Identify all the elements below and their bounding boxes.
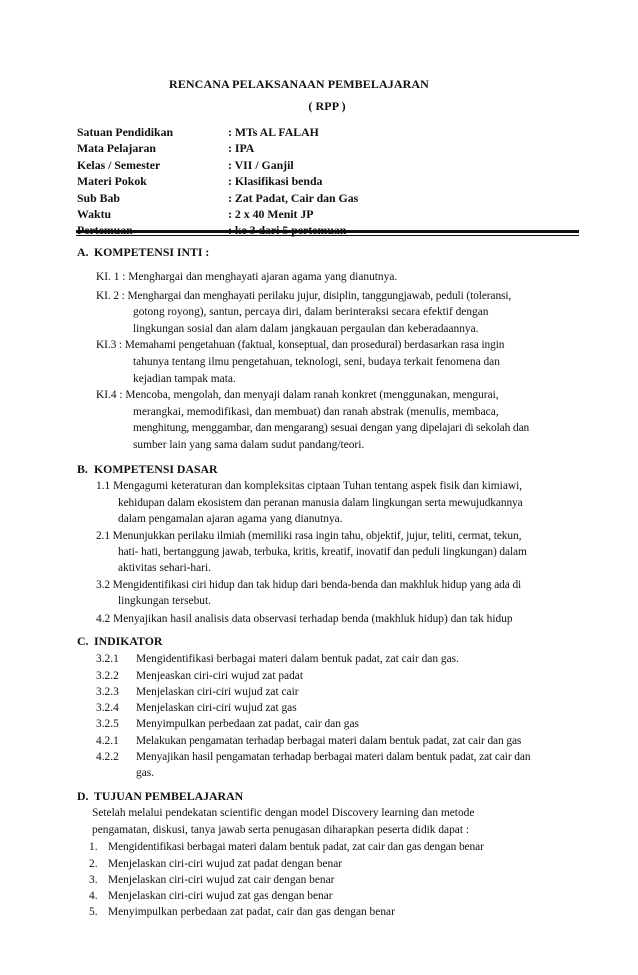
objective-number: 5.	[89, 906, 98, 918]
objective-number: 1.	[89, 841, 98, 853]
header-divider-thin	[76, 235, 579, 236]
ki-line: KI.3 : Memahami pengetahuan (faktual, konseptual, dan prosedural) berdasarkan rasa ingin	[96, 339, 505, 351]
section-heading-text: TUJUAN PEMBELAJARAN	[94, 789, 244, 803]
document-subtitle: ( RPP )	[308, 99, 346, 113]
objective-number: 4.	[89, 890, 98, 902]
kd-line: 1.1 Mengagumi keteraturan dan kompleksitas ciptaan Tuhan tentang aspek fisik dan kimiawi,	[96, 480, 523, 492]
section-heading-text: KOMPETENSI INTI :	[94, 245, 210, 259]
identity-label: Satuan Pendidikan	[77, 125, 174, 139]
indicator-number: 4.2.1	[96, 735, 119, 747]
objective-intro: Setelah melalui pendekatan scientific dengan model Discovery learning dan metode	[92, 807, 475, 819]
objective-text: Menyimpulkan perbedaan zat padat, cair dan gas dengan benar	[108, 906, 395, 918]
identity-value: : MTs AL FALAH	[228, 125, 319, 139]
section-letter: C.	[77, 634, 89, 648]
document-title: RENCANA PELAKSANAAN PEMBELAJARAN	[169, 77, 429, 91]
indicator-text: Menyimpulkan perbedaan zat padat, cair dan gas	[136, 718, 359, 730]
ki-line: tahunya tentang ilmu pengetahuan, teknologi, seni, budaya terkait fenomena dan	[133, 356, 500, 368]
objective-number: 3.	[89, 874, 98, 886]
identity-label: Kelas / Semester	[77, 157, 161, 172]
kd-line: hati- hati, bertanggung jawab, terbuka, kritis, kreatif, inovatif dan peduli lingkungan) dalam	[118, 546, 527, 558]
indicator-text: Menjelaskan ciri-ciri wujud zat gas	[136, 702, 297, 714]
indicator-text: Menjeaskan ciri-ciri wujud zat padat	[136, 670, 303, 682]
indicator-text: Melakukan pengamatan terhadap berbagai materi dalam bentuk padat, zat cair dan gas	[136, 735, 522, 747]
objective-number: 2.	[89, 858, 98, 870]
identity-label: Sub Bab	[77, 190, 120, 205]
indicator-number: 3.2.3	[96, 686, 119, 698]
identity-value: : Klasifikasi benda	[228, 174, 323, 189]
identity-row	[77, 206, 597, 222]
identity-value: : VII / Ganjil	[228, 157, 294, 172]
section-letter: A.	[77, 245, 89, 259]
ki-line: menghitung, menggambar, dan mengarang) sesuai dengan yang dipelajari di sekolah dan	[133, 422, 530, 434]
indicator-continuation: gas.	[136, 767, 155, 779]
ki-line: KI. 2 : Menghargai dan menghayati perilaku jujur, disiplin, tanggungjawab, peduli (toleransi,	[96, 290, 512, 302]
section-heading-text: INDIKATOR	[94, 634, 163, 648]
kd-line: aktivitas sehari-hari.	[118, 562, 211, 574]
kd-line: 2.1 Menunjukkan perilaku ilmiah (memiliki rasa ingin tahu, objektif, jujur, teliti, cermat, tekun,	[96, 530, 522, 542]
section-letter: B.	[77, 462, 88, 476]
identity-row	[77, 173, 597, 189]
ki-line: sumber lain yang sama dalam sudut pandang/teori.	[133, 439, 365, 451]
ki-line: merangkai, memodifikasi, dan membuat) dan ranah abstrak (menulis, membaca,	[133, 406, 499, 418]
identity-row	[77, 190, 597, 206]
identity-value: : IPA	[228, 141, 255, 156]
objective-text: Menjelaskan ciri-ciri wujud zat padat dengan benar	[108, 858, 343, 870]
header-divider-thick	[76, 230, 579, 233]
identity-value: : Zat Padat, Cair dan Gas	[228, 190, 359, 205]
indicator-number: 4.2.2	[96, 751, 119, 763]
ki-line: kejadian tampak mata.	[133, 373, 236, 385]
section-a-heading	[77, 245, 209, 260]
indicator-number: 3.2.1	[96, 653, 119, 665]
kd-line: 3.2 Mengidentifikasi ciri hidup dan tak hidup dari benda-benda dan makhluk hidup yang ada di	[96, 579, 522, 591]
section-b-heading	[77, 462, 218, 477]
ki-line: KI.4 : Mencoba, mengolah, dan menyaji dalam ranah konkret (menggunakan, mengurai,	[96, 389, 499, 401]
identity-value: : 2 x 40 Menit JP	[228, 206, 314, 221]
kd-line: kehidupan dalam ekosistem dan peranan manusia dalam lingkungan serta mewujudkannya	[118, 497, 523, 509]
indicator-number: 3.2.5	[96, 718, 119, 730]
section-c-heading	[77, 634, 162, 649]
identity-row	[77, 140, 597, 156]
section-letter: D.	[77, 789, 89, 803]
objective-intro: pengamatan, diskusi, tanya jawab serta penugasan diharapkan peserta didik dapat :	[92, 824, 470, 836]
identity-label: Waktu	[77, 206, 112, 221]
kd-line: lingkungan tersebut.	[118, 595, 212, 607]
indicator-text: Mengidentifikasi berbagai materi dalam bentuk padat, zat cair dan gas.	[136, 653, 459, 665]
identity-label: Materi Pokok	[77, 174, 147, 189]
objective-text: Menjelaskan ciri-ciri wujud zat gas dengan benar	[108, 890, 333, 902]
ki-line: lingkungan sosial dan alam dalam jangkauan pergaulan dan keberadaannya.	[133, 323, 479, 335]
ki-line: gotong royong), santun, percaya diri, dalam berinteraksi secara efektif dengan	[133, 306, 489, 318]
section-d-heading	[77, 789, 243, 804]
objective-text: Mengidentifikasi berbagai materi dalam bentuk padat, zat cair dan gas dengan benar	[108, 841, 484, 853]
identity-row	[77, 124, 597, 140]
identity-table	[77, 124, 597, 239]
objective-text: Menjelaskan ciri-ciri wujud zat cair dengan benar	[108, 874, 335, 886]
identity-label: Mata Pelajaran	[77, 141, 156, 156]
identity-row	[77, 157, 597, 173]
indicator-number: 3.2.4	[96, 702, 119, 714]
indicator-number: 3.2.2	[96, 670, 119, 682]
ki-line: KI. 1 : Menghargai dan menghayati ajaran agama yang dianutnya.	[96, 271, 398, 283]
indicator-text: Menyajikan hasil pengamatan terhadap berbagai materi dalam bentuk padat, zat cair dan	[136, 751, 531, 763]
section-heading-text: KOMPETENSI DASAR	[94, 462, 218, 476]
indicator-text: Menjelaskan ciri-ciri wujud zat cair	[136, 686, 299, 698]
kd-line: 4.2 Menyajikan hasil analisis data observasi terhadap benda (makhluk hidup) dan tak hidup	[96, 613, 513, 625]
kd-line: dalam pengamalan ajaran agama yang dianutnya.	[118, 513, 343, 525]
